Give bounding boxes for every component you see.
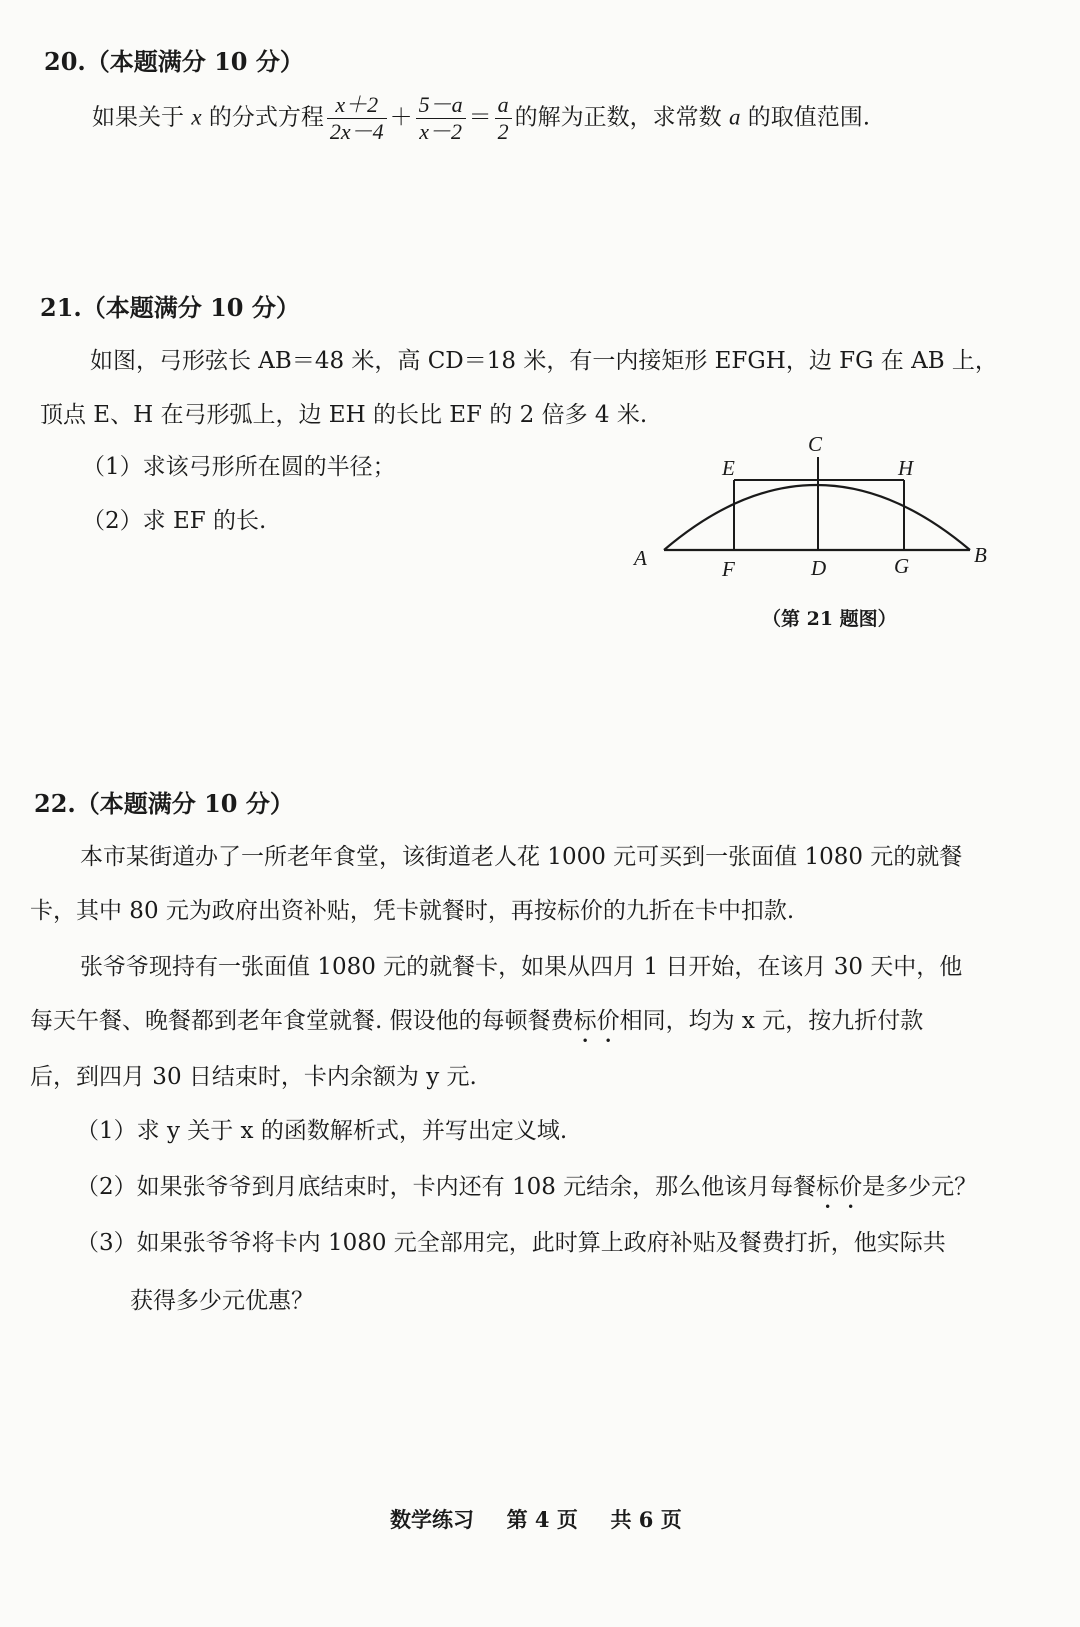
q20-frac1-num: x＋2: [327, 92, 387, 119]
q22-p2-line-1: 张爷爷现持有一张面值 1080 元的就餐卡，如果从四月 1 日开始，在该月 30 天中，他: [80, 954, 963, 980]
q22-sub-3-line-1: （3）如果张爷爷将卡内 1080 元全部用完，此时算上政府补贴及餐费打折，他实际共: [76, 1230, 946, 1256]
q20-frac2-den: x－2: [419, 119, 462, 144]
q22-p2-line-2-a: 每天午餐、晚餐都到老年食堂就餐. 假设他的每顿餐费: [30, 1008, 574, 1034]
q21-figure-caption: （第 21 题图）: [762, 608, 897, 630]
footer-subject: 数学练习: [390, 1507, 474, 1532]
label-g: G: [894, 554, 910, 578]
q20-frac3-num: a: [495, 92, 512, 119]
q22-p1-line-2: 卡，其中 80 元为政府出资补贴，凭卡就餐时，再按标价的九折在卡中扣款.: [30, 898, 795, 924]
q20-plus: ＋: [389, 104, 413, 131]
q20-var-a: a: [728, 104, 741, 130]
q22-p2-line-3: 后，到四月 30 日结束时，卡内余额为 y 元.: [30, 1064, 477, 1090]
q22-sub-2-emphasis: 标价: [816, 1174, 863, 1200]
label-e: E: [722, 456, 735, 480]
q22-p1-line-1: 本市某街道办了一所老年食堂，该街道老人花 1000 元可买到一张面值 1080 元的就餐: [80, 844, 963, 870]
page-footer: [390, 1504, 682, 1534]
q21-sub-1: （1）求该弓形所在圆的半径；: [82, 454, 396, 480]
q20-var-x: x: [191, 104, 202, 130]
q22-sub-2-b: 是多少元？: [862, 1174, 978, 1200]
footer-page-number: 第 4 页: [506, 1507, 578, 1532]
q20-text-2: 的分式方程: [201, 104, 324, 131]
q21-sub-2: （2）求 EF 的长.: [82, 508, 267, 534]
q22-p2-line-2: [30, 1002, 923, 1048]
label-c: C: [808, 432, 823, 456]
q21-line-2: 顶点 E、H 在弓形弧上，边 EH 的长比 EF 的 2 倍多 4 米.: [40, 402, 648, 428]
q20-frac1-den: 2x－4: [329, 119, 384, 144]
q20-text-1: 如果关于: [92, 104, 192, 131]
label-h: H: [898, 456, 914, 480]
label-d: D: [811, 556, 827, 580]
q22-emphasis-biaojia: 标价: [573, 1008, 620, 1034]
q22-header: 22.（本题满分 10 分）: [34, 789, 294, 818]
q22-sub-3-line-2: 获得多少元优惠？: [130, 1288, 314, 1314]
q21-header: 21.（本题满分 10 分）: [40, 293, 300, 322]
q20-text-3: 的解为正数，求常数: [514, 104, 729, 131]
label-a: A: [634, 546, 647, 570]
q20-frac3-den: 2: [497, 119, 509, 144]
q21-line-1: 如图，弓形弦长 AB＝48 米，高 CD＝18 米，有一内接矩形 EFGH，边 FG 在 AB 上，: [90, 348, 998, 374]
label-b: B: [974, 543, 987, 567]
footer-total-pages: 共 6 页: [610, 1507, 682, 1532]
q22-p2-line-2-b: 相同，均为 x 元，按九折付款: [619, 1008, 924, 1034]
q20-fraction-2: [416, 92, 466, 145]
q20-frac2-num: 5－a: [416, 92, 466, 119]
label-f: F: [722, 557, 735, 581]
q20-fraction-1: [327, 92, 387, 145]
q20-fraction-3: [495, 92, 512, 145]
q22-sub-1: （1）求 y 关于 x 的函数解析式，并写出定义域.: [76, 1118, 568, 1144]
q20-text-4: 的取值范围.: [740, 104, 871, 131]
q22-sub-2: [76, 1168, 977, 1214]
q20-text: [92, 92, 870, 145]
q20-header: 20.（本题满分 10 分）: [44, 47, 304, 76]
q20-equals: ＝: [468, 104, 492, 131]
q22-sub-2-a: （2）如果张爷爷到月底结束时，卡内还有 108 元结余，那么他该月每餐: [76, 1174, 817, 1200]
